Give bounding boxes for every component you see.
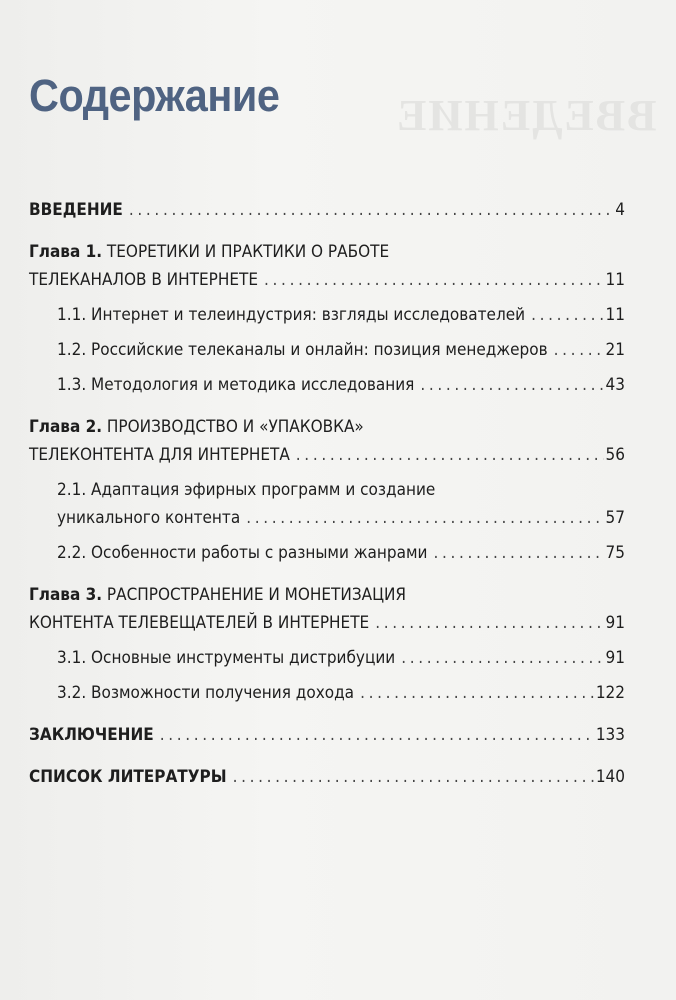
toc-label: 2.2. Особенности работы с разными жанрами <box>57 543 428 563</box>
toc-page-number: 11 <box>605 270 625 290</box>
toc-page-number: 43 <box>605 375 625 395</box>
dot-leader <box>233 763 594 791</box>
dot-leader <box>246 504 603 532</box>
bleed-through-text: ВВЕДЕНИЕ <box>394 91 656 140</box>
dot-leader <box>296 441 604 469</box>
toc-page-number: 57 <box>605 508 625 528</box>
toc-entry-section-2-1[interactable] <box>29 476 625 532</box>
dot-leader <box>160 721 594 749</box>
table-of-contents <box>29 196 625 791</box>
chapter-number: Глава 2. <box>29 417 103 437</box>
toc-label: ВВЕДЕНИЕ <box>29 200 123 220</box>
toc-label: 3.1. Основные инструменты дистрибуции <box>57 648 396 668</box>
dot-leader <box>375 609 603 637</box>
toc-page-number: 91 <box>605 613 625 633</box>
toc-entry-section-1-3[interactable] <box>29 371 625 399</box>
dot-leader <box>420 371 603 399</box>
toc-page-number: 140 <box>595 767 625 787</box>
dot-leader <box>401 644 603 672</box>
dot-leader <box>531 301 603 329</box>
dot-leader <box>264 266 604 294</box>
toc-page-number: 75 <box>605 543 625 563</box>
toc-page-number: 122 <box>595 683 625 703</box>
toc-page-number: 91 <box>605 648 625 668</box>
chapter-title-line-2: ТЕЛЕКОНТЕНТА ДЛЯ ИНТЕРНЕТА <box>29 445 290 465</box>
dot-leader <box>129 196 613 224</box>
chapter-title-line-2: КОНТЕНТА ТЕЛЕВЕЩАТЕЛЕЙ В ИНТЕРНЕТЕ <box>29 613 370 633</box>
dot-leader <box>360 679 594 707</box>
chapter-title-line-1: ТЕОРЕТИКИ И ПРАКТИКИ О РАБОТЕ <box>106 242 390 262</box>
toc-page-number: 133 <box>595 725 625 745</box>
toc-page-number: 4 <box>615 200 625 220</box>
toc-entry-conclusion[interactable] <box>29 721 625 749</box>
toc-entry-chapter-1[interactable] <box>29 238 625 294</box>
toc-label: 1.1. Интернет и телеиндустрия: взгляды исследователей <box>57 305 526 325</box>
dot-leader <box>433 539 603 567</box>
toc-label: 1.3. Методология и методика исследования <box>57 375 415 395</box>
toc-entry-chapter-3[interactable] <box>29 581 625 637</box>
chapter-title-line-2: ТЕЛЕКАНАЛОВ В ИНТЕРНЕТЕ <box>29 270 259 290</box>
toc-page-number: 21 <box>605 340 625 360</box>
toc-label: уникального контента <box>57 508 241 528</box>
toc-page-number: 11 <box>605 305 625 325</box>
page-title: Содержание <box>29 70 280 121</box>
toc-entry-section-1-2[interactable] <box>29 336 625 364</box>
toc-entry-section-3-2[interactable] <box>29 679 625 707</box>
toc-entry-intro[interactable] <box>29 196 625 224</box>
toc-label: 3.2. Возможности получения дохода <box>57 683 355 703</box>
toc-entry-section-2-2[interactable] <box>29 539 625 567</box>
toc-entry-chapter-2[interactable] <box>29 413 625 469</box>
chapter-number: Глава 3. <box>29 585 103 605</box>
toc-label: ЗАКЛЮЧЕНИЕ <box>29 725 154 745</box>
chapter-number: Глава 1. <box>29 242 103 262</box>
toc-label: 1.2. Российские телеканалы и онлайн: позиция менеджеров <box>57 340 548 360</box>
toc-label: СПИСОК ЛИТЕРАТУРЫ <box>29 767 227 787</box>
section-title-line-1: 2.1. Адаптация эфирных программ и создание <box>57 480 436 500</box>
dot-leader <box>554 336 604 364</box>
toc-entry-references[interactable] <box>29 763 625 791</box>
chapter-title-line-1: РАСПРОСТРАНЕНИЕ И МОНЕТИЗАЦИЯ <box>106 585 407 605</box>
toc-entry-section-3-1[interactable] <box>29 644 625 672</box>
chapter-title-line-1: ПРОИЗВОДСТВО И «УПАКОВКА» <box>106 417 364 437</box>
toc-page-number: 56 <box>605 445 625 465</box>
toc-entry-section-1-1[interactable] <box>29 301 625 329</box>
